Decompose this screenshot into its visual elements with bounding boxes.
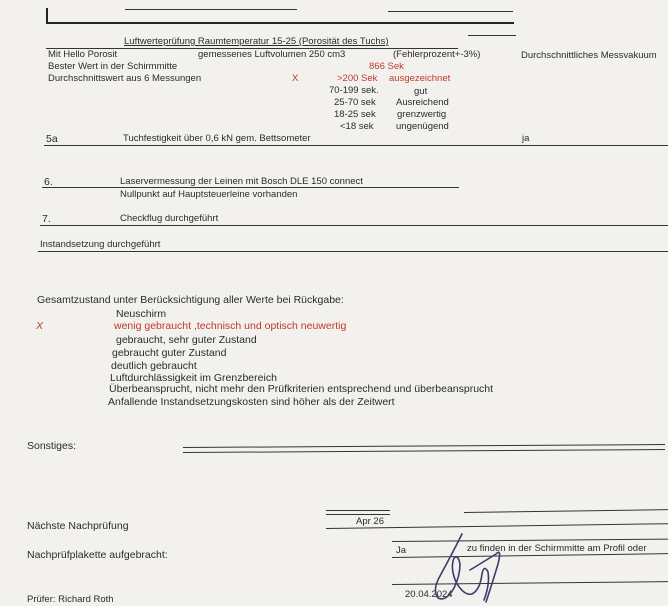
top-short-rule-2	[388, 11, 513, 12]
signature-image	[410, 524, 530, 604]
naechste-rule-2	[464, 509, 668, 513]
sonstiges-rule-2	[183, 449, 665, 453]
naechste-rule-top-1	[326, 510, 390, 511]
section-5a-label: Tuchfestigkeit über 0,6 kN gem. Bettsometer	[123, 133, 311, 144]
section-6-sub: Nullpunkt auf Hauptsteuerleine vorhanden	[120, 189, 298, 200]
grade-range: <18 sek	[340, 121, 374, 132]
instandsetzung-rule	[38, 251, 668, 252]
gesamt-option-grenzbereich: Luftdurchlässigkeit im Grenzbereich	[110, 372, 277, 384]
gesamt-option-neuschirm: Neuschirm	[116, 308, 167, 320]
grade-label: Ausreichend	[396, 97, 449, 108]
grade-label: ungenügend	[396, 121, 449, 132]
pruefer-label: Prüfer: Richard Roth	[27, 594, 114, 605]
luftwert-row2-value: 866 Sek	[369, 61, 404, 72]
gesamt-heading: Gesamtzustand unter Berücksichtigung aller Werte bei Rückgabe:	[37, 294, 344, 306]
grade-range: 70-199 sek.	[329, 85, 379, 96]
section-7-number: 7.	[42, 213, 51, 225]
gesamt-mark: X	[36, 320, 44, 332]
gesamt-option-instandsetzungskosten: Anfallende Instandsetzungskosten sind höher als der Zeitwert	[108, 396, 395, 408]
grade-range: 25-70 sek	[334, 97, 376, 108]
top-short-rule-1	[125, 9, 297, 10]
plakette-note: zu finden in der Schirmmitte am Profil oder	[467, 543, 647, 554]
sonstiges-rule-1	[183, 444, 665, 448]
top-left-corner-line	[46, 8, 48, 23]
section-7-label: Checkflug durchgeführt	[120, 213, 219, 224]
naechste-value: Apr 26	[356, 516, 384, 527]
sonstiges-label: Sonstiges:	[27, 440, 77, 452]
naechste-label: Nächste Nachprüfung	[27, 520, 129, 532]
luftwert-row3-left: Durchschnittswert aus 6 Messungen	[48, 73, 202, 84]
gesamt-option-guter-zustand: gebraucht guter Zustand	[112, 347, 227, 359]
gesamt-option-deutlich-gebraucht: deutlich gebraucht	[111, 360, 197, 372]
gesamt-option-sehr-guter-zustand: gebraucht, sehr guter Zustand	[116, 334, 257, 346]
luftwert-row1-right: Durchschnittliches Messvakuum	[521, 50, 657, 61]
luftwert-row1-err: (Fehlerprozent+-3%)	[393, 49, 481, 60]
pruefer-date: 20.04.2024	[405, 589, 453, 600]
luftwert-row2-left: Bester Wert in der Schirmmitte	[48, 61, 178, 72]
grade-label: grenzwertig	[397, 109, 447, 120]
luftwert-row1-left: Mit Hello Porosit	[48, 49, 118, 60]
grade-range: 18-25 sek	[334, 109, 376, 120]
gesamt-option-ueberbeansprucht: Überbeansprucht, nicht mehr den Prüfkriterien entsprechend und überbeansprucht	[109, 383, 494, 395]
section-5a-rule	[44, 145, 668, 146]
plakette-label: Nachprüfplakette aufgebracht:	[27, 549, 168, 561]
section-5a-result: ja	[522, 133, 530, 144]
section-5a-number: 5a	[46, 133, 58, 145]
luftwert-row3-mark: X	[292, 73, 299, 84]
gesamt-option-wenig-gebraucht: wenig gebraucht ,technisch und optisch neuwertig	[114, 320, 347, 332]
instandsetzung-label: Instandsetzung durchgeführt	[40, 239, 161, 250]
grade-range: >200 Sek	[337, 73, 378, 84]
section-6-label: Laservermessung der Leinen mit Bosch DLE 150 connect	[120, 176, 363, 187]
naechste-rule-top-2	[326, 514, 390, 515]
luftwert-title: Luftwerteprüfung Raumtemperatur 15-25 (Porosität des Tuchs)	[124, 36, 389, 47]
section-6-number: 6.	[44, 176, 53, 188]
section-6-rule	[42, 187, 459, 188]
top-short-rule-3	[468, 35, 516, 36]
section-7-rule	[40, 225, 668, 226]
top-left-rule	[46, 22, 514, 24]
grade-label: gut	[414, 86, 428, 97]
plakette-value: Ja	[396, 545, 407, 556]
grade-label: ausgezeichnet	[389, 73, 451, 84]
luftwert-row1-mid: gemessenes Luftvolumen 250 cm3	[198, 49, 346, 60]
